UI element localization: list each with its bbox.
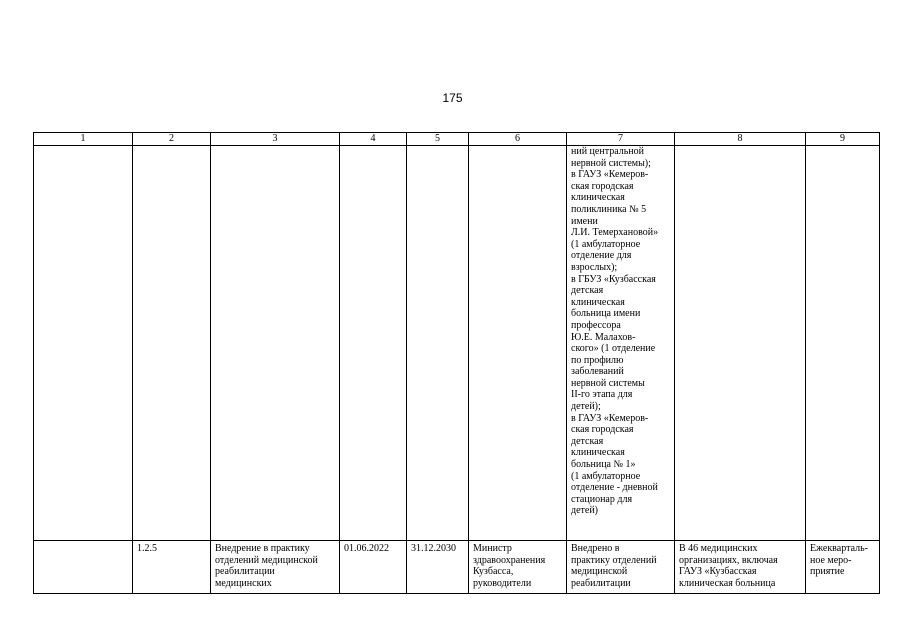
frequency-cell: Ежекварталь- ное меро- приятие [806,541,880,594]
table-cell [340,146,407,541]
table-cell [675,146,806,541]
result-cell: Внедрено в практику отделений медицинской реабилитации [567,541,675,594]
activity-name-cell: Внедрение в практику отделений медицинской реабилитации медицинских [211,541,340,594]
column-number-1: 1 [34,133,133,146]
table-cell [211,146,340,541]
column-number-header-row [34,133,880,146]
column-number-3: 3 [211,133,340,146]
column-number-6: 6 [469,133,567,146]
indicator-cell: В 46 медицинских организациях, включая ГАУЗ «Кузбасская клиническая больница [675,541,806,594]
table-row-1-2-5 [34,541,880,594]
table-cell [806,146,880,541]
item-number-cell: 1.2.5 [133,541,211,594]
column-number-5: 5 [407,133,469,146]
table-cell [34,541,133,594]
start-date-cell: 01.06.2022 [340,541,407,594]
continued-table-row [34,146,880,541]
document-table [33,132,880,594]
table-cell [407,146,469,541]
end-date-cell: 31.12.2030 [407,541,469,594]
column-number-2: 2 [133,133,211,146]
table-cell [133,146,211,541]
responsible-cell: Министр здравоохранения Кузбасса, руководители [469,541,567,594]
column-number-9: 9 [806,133,880,146]
column-number-7: 7 [567,133,675,146]
table-cell [34,146,133,541]
result-cell-continued: ний центральной нервной системы); в ГАУЗ «Кемеров- ская городская клиническая поликлиника № 5 имени Л.И. Темерхановой» (1 амбулаторное отделение для взрослых); в ГБУЗ «Кузбасская детская клиническая больница имени профессора Ю.Е. Малахов- ского» (1 отделение по профилю заболеваний нервной системы II-го этапа для детей); в ГАУЗ «Кемеров- ская городская детская клиническая больница № 1» (1 амбулаторное отделение - дневной стационар для детей) [567,146,675,541]
column-number-4: 4 [340,133,407,146]
page-number: 175 [442,91,463,105]
table-cell [469,146,567,541]
column-number-8: 8 [675,133,806,146]
